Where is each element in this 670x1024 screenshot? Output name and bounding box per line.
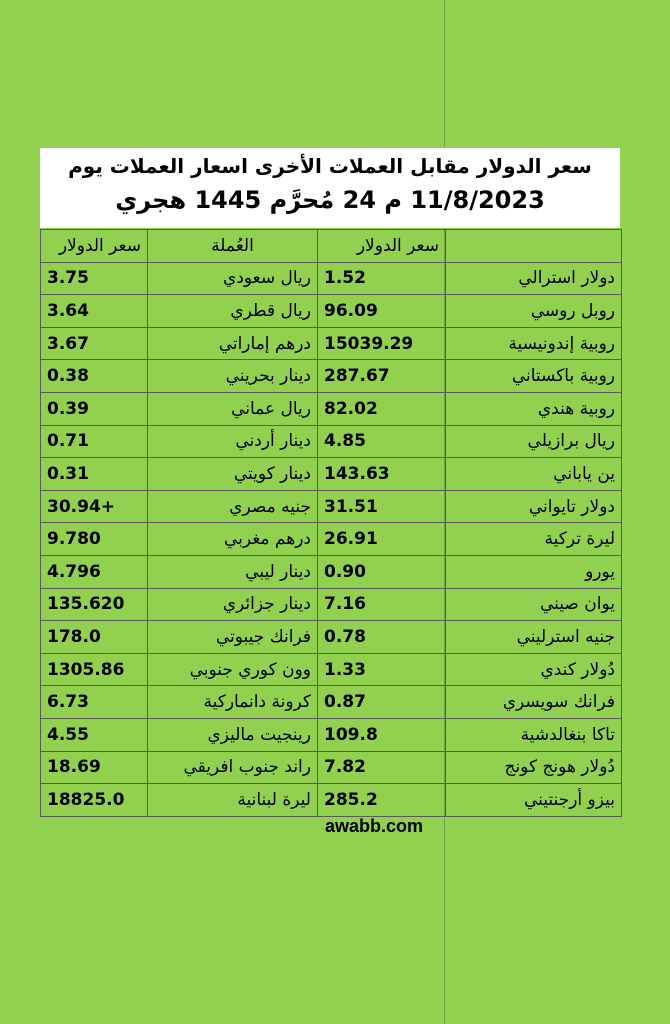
currency-rates-table (40, 229, 622, 817)
right-usd-rate-cell: 0.90 (318, 555, 446, 588)
table-row (41, 784, 622, 817)
right-usd-rate-cell: 109.8 (318, 718, 446, 751)
table-row (41, 621, 622, 654)
right-currency-name-cell: روبية باكستاني (446, 360, 622, 393)
left-usd-rate-cell: 0.71 (41, 425, 148, 458)
left-currency-name-cell: جنيه مصري (148, 490, 318, 523)
left-usd-rate-cell: 4.796 (41, 555, 148, 588)
left-currency-name-cell: فرانك جيبوتي (148, 621, 318, 654)
right-currency-name-cell: ين ياباني (446, 458, 622, 491)
title-banner (40, 148, 620, 228)
left-usd-rate-cell: 18825.0 (41, 784, 148, 817)
right-currency-name-cell: روبل روسي (446, 295, 622, 328)
table-row (41, 392, 622, 425)
right-currency-name-cell: دُولار هونج كونج (446, 751, 622, 784)
left-usd-rate-cell: 6.73 (41, 686, 148, 719)
table-row (41, 686, 622, 719)
left-currency-name-cell: درهم مغربي (148, 523, 318, 556)
table-row (41, 588, 622, 621)
table-row (41, 555, 622, 588)
right-usd-rate-cell: 15039.29 (318, 327, 446, 360)
table-row (41, 751, 622, 784)
table-row (41, 523, 622, 556)
table-row (41, 360, 622, 393)
left-currency-name-cell: دينار كويتي (148, 458, 318, 491)
left-currency-name-cell: رينجيت ماليزي (148, 718, 318, 751)
left-currency-name-cell: وون كوري جنوبي (148, 653, 318, 686)
date-line: 11/8/2023 م 24 مُحرَّم 1445 هجري (115, 186, 545, 214)
right-currency-name-cell: دولار استرالي (446, 262, 622, 295)
right-usd-rate-cell: 7.82 (318, 751, 446, 784)
left-usd-rate-cell: 0.39 (41, 392, 148, 425)
table-row (41, 653, 622, 686)
right-usd-rate-cell: 1.33 (318, 653, 446, 686)
right-currency-name-cell: يورو (446, 555, 622, 588)
right-usd-rate-cell: 287.67 (318, 360, 446, 393)
left-currency-name-cell: ريال عماني (148, 392, 318, 425)
right-usd-rate-cell: 4.85 (318, 425, 446, 458)
left-usd-rate-cell: 18.69 (41, 751, 148, 784)
right-usd-rate-cell: 285.2 (318, 784, 446, 817)
left-currency-name-cell: دينار جزائري (148, 588, 318, 621)
right-usd-rate-cell: 96.09 (318, 295, 446, 328)
left-currency-name-cell: دينار ليبي (148, 555, 318, 588)
left-currency-name-cell: درهم إماراتي (148, 327, 318, 360)
column-header-usd-rate-left: سعر الدولار (41, 230, 148, 263)
left-usd-rate-cell: 1305.86 (41, 653, 148, 686)
right-usd-rate-cell: 7.16 (318, 588, 446, 621)
right-usd-rate-cell: 0.87 (318, 686, 446, 719)
right-usd-rate-cell: 143.63 (318, 458, 446, 491)
right-currency-name-cell: ليرة تركية (446, 523, 622, 556)
left-usd-rate-cell: 9.780 (41, 523, 148, 556)
right-usd-rate-cell: 82.02 (318, 392, 446, 425)
right-currency-name-cell: جنيه استرليني (446, 621, 622, 654)
right-usd-rate-cell: 0.78 (318, 621, 446, 654)
column-header-currency-right (446, 230, 622, 263)
right-currency-name-cell: بيزو أرجنتيني (446, 784, 622, 817)
left-currency-name-cell: ريال قطري (148, 295, 318, 328)
right-usd-rate-cell: 1.52 (318, 262, 446, 295)
left-currency-name-cell: ليرة لبنانية (148, 784, 318, 817)
right-usd-rate-cell: 31.51 (318, 490, 446, 523)
table-row (41, 490, 622, 523)
right-currency-name-cell: فرانك سويسري (446, 686, 622, 719)
column-header-usd-rate-right: سعر الدولار (318, 230, 446, 263)
table-row (41, 295, 622, 328)
right-currency-name-cell: روبية هندي (446, 392, 622, 425)
left-usd-rate-cell: 178.0 (41, 621, 148, 654)
right-currency-name-cell: ريال برازيلي (446, 425, 622, 458)
left-usd-rate-cell: 3.64 (41, 295, 148, 328)
right-currency-name-cell: يوان صيني (446, 588, 622, 621)
table-row (41, 262, 622, 295)
right-currency-name-cell: تاكا بنغالدشية (446, 718, 622, 751)
column-header-currency-left: العُملة (148, 230, 318, 263)
right-currency-name-cell: روبية إندونيسية (446, 327, 622, 360)
website-footer: awabb.com (325, 816, 424, 836)
right-currency-name-cell: دولار تايواني (446, 490, 622, 523)
left-usd-rate-cell: 0.31 (41, 458, 148, 491)
left-currency-name-cell: كرونة دانماركية (148, 686, 318, 719)
table-row (41, 327, 622, 360)
page-title: سعر الدولار مقابل العملات الأخرى اسعار العملات يوم (68, 154, 592, 178)
left-usd-rate-cell: 30.94+ (41, 490, 148, 523)
left-currency-name-cell: ريال سعودي (148, 262, 318, 295)
table-header-row (41, 230, 622, 263)
table-row (41, 718, 622, 751)
left-usd-rate-cell: 3.67 (41, 327, 148, 360)
right-currency-name-cell: دُولار كندي (446, 653, 622, 686)
left-usd-rate-cell: 3.75 (41, 262, 148, 295)
left-currency-name-cell: دينار بحريني (148, 360, 318, 393)
table-row (41, 425, 622, 458)
table-row (41, 458, 622, 491)
left-usd-rate-cell: 4.55 (41, 718, 148, 751)
left-usd-rate-cell: 135.620 (41, 588, 148, 621)
left-usd-rate-cell: 0.38 (41, 360, 148, 393)
left-currency-name-cell: راند جنوب افريقي (148, 751, 318, 784)
left-currency-name-cell: دينار أردني (148, 425, 318, 458)
right-usd-rate-cell: 26.91 (318, 523, 446, 556)
